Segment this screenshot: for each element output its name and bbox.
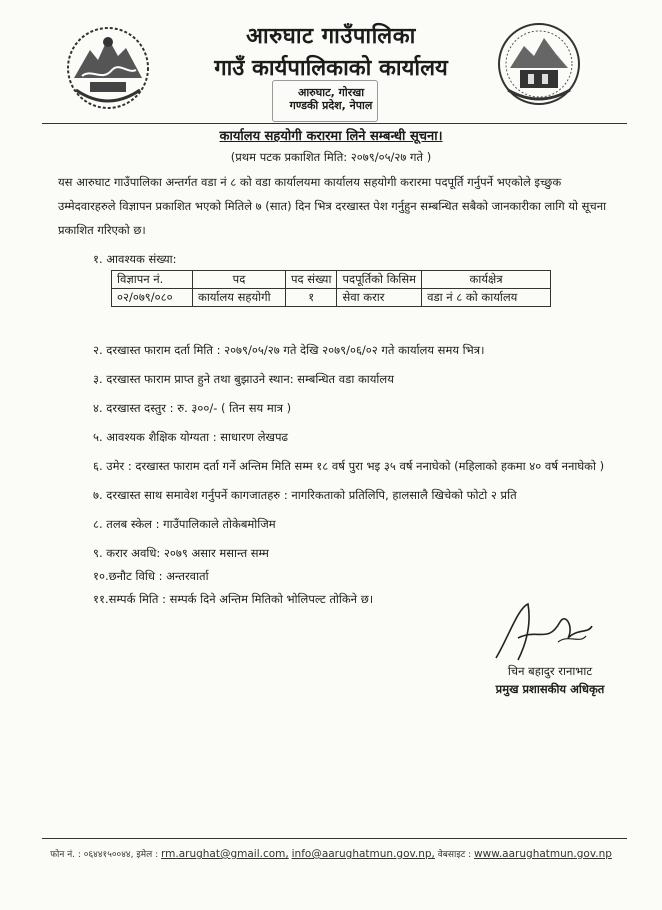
requirement-heading: १. आवश्यक संख्या:: [93, 252, 177, 266]
list-item: २. दरखास्त फाराम दर्ता मिति : २०७९/०५/२७ गते देखि २०७९/०६/०२ गते कार्यालय समय भित्र।: [93, 343, 485, 357]
list-item: १०.छनौट विधि : अन्तरवार्ता: [93, 569, 209, 583]
email-link[interactable]: rm.arughat@gmail.com,: [161, 848, 289, 860]
table-header: विज्ञापन नं.: [112, 271, 193, 289]
email-link[interactable]: info@aarughatmun.gov.np,: [291, 848, 435, 860]
table-cell: १: [286, 289, 337, 307]
table-header: पद संख्या: [286, 271, 337, 289]
list-item: ३. दरखास्त फाराम प्राप्त हुने तथा बुझाउने स्थान: सम्बन्धित वडा कार्यालय: [93, 372, 394, 386]
table-cell: कार्यालय सहयोगी: [193, 289, 286, 307]
table-header: पदपूर्तिको किसिम: [337, 271, 422, 289]
notice-intro: यस आरुघाट गाउँपालिका अन्तर्गत वडा नं ८ को वडा कार्यालयमा कार्यालय सहयोगी करारमा पदपूर्ति गर्नुपर्ने भएकोले इच्छुक उम्मेदवारहरुले विज्ञापन प्रकाशित भएको मितिले ७ (सात) दिन भित्र दरखास्त पेश गर्नुहुन सम्बन्धित सबैको जानकारीका लागि यो सूचना प्रकाशित गरिएको छ।: [58, 175, 607, 237]
table-cell: वडा नं ८ को कार्यालय: [422, 289, 551, 307]
table-cell: सेवा करार: [337, 289, 422, 307]
address-line2: गण्डकी प्रदेश, नेपाल: [289, 99, 373, 112]
list-item: ५. आवश्यक शैक्षिक योग्यता : साधारण लेखपढ: [93, 430, 288, 444]
website-label: वेबसाइट :: [437, 850, 472, 860]
office-name-line1: आरुघाट गाउँपालिका: [246, 24, 416, 49]
notice-items-list: [93, 340, 633, 618]
handwritten-signature: [488, 598, 598, 666]
table-row: [112, 289, 551, 307]
list-item: ७. दरखास्त साथ समावेश गर्नुपर्ने कागजातहरु : नागरिकताको प्रतिलिपि, हालसालै खिचेको फोटो २ प्रति: [93, 488, 517, 502]
table-header-row: [112, 271, 551, 289]
header-divider: [42, 123, 627, 124]
list-item: ४. दरखास्त दस्तुर : रु. ३००/- ( तिन सय मात्र ): [93, 401, 292, 415]
office-name-line2: गाउँ कार्यपालिकाको कार्यालय: [214, 56, 448, 81]
list-item: ६. उमेर : दरखास्त फाराम दर्ता गर्ने अन्तिम मिति सम्म १८ वर्ष पुरा भइ ३५ वर्ष ननाघेको (महिलाको हकमा ४० वर्ष ननाघेको ): [93, 459, 605, 473]
vacancy-table: [111, 270, 551, 307]
signatory-name: चिन बहादुर रानाभाट: [507, 664, 593, 678]
footer-phone: फोन नं. : ०६४४१५००४४, इमेल :: [50, 850, 159, 860]
signatory-designation: प्रमुख प्रशासकीय अधिकृत: [495, 682, 605, 696]
list-item: ९. करार अवधि: २०७९ असार मसान्त सम्म: [93, 546, 269, 560]
footer-divider: [42, 838, 627, 839]
table-header: पद: [193, 271, 286, 289]
notice-title: कार्यालय सहयोगी करारमा लिने सम्बन्धी सूचना।: [219, 129, 443, 144]
office-address: [0, 86, 662, 112]
address-line1: आरुघाट, गोरखा: [297, 86, 365, 99]
signatory-block: [470, 662, 630, 698]
list-item: ११.सम्पर्क मिति : सम्पर्क दिने अन्तिम मितिको भोलिपल्ट तोकिने छ।: [93, 592, 374, 606]
table-cell: ०२/०७९/०८०: [112, 289, 193, 307]
list-item: ८. तलब स्केल : गाउँपालिकाले तोकेबमोजिम: [93, 517, 276, 531]
publish-date: (प्रथम पटक प्रकाशित मिति: २०७९/०५/२७ गते ): [230, 150, 432, 164]
footer-contact: [0, 847, 662, 860]
website-link[interactable]: www.aarughatmun.gov.np: [474, 848, 612, 860]
table-header: कार्यक्षेत्र: [422, 271, 551, 289]
